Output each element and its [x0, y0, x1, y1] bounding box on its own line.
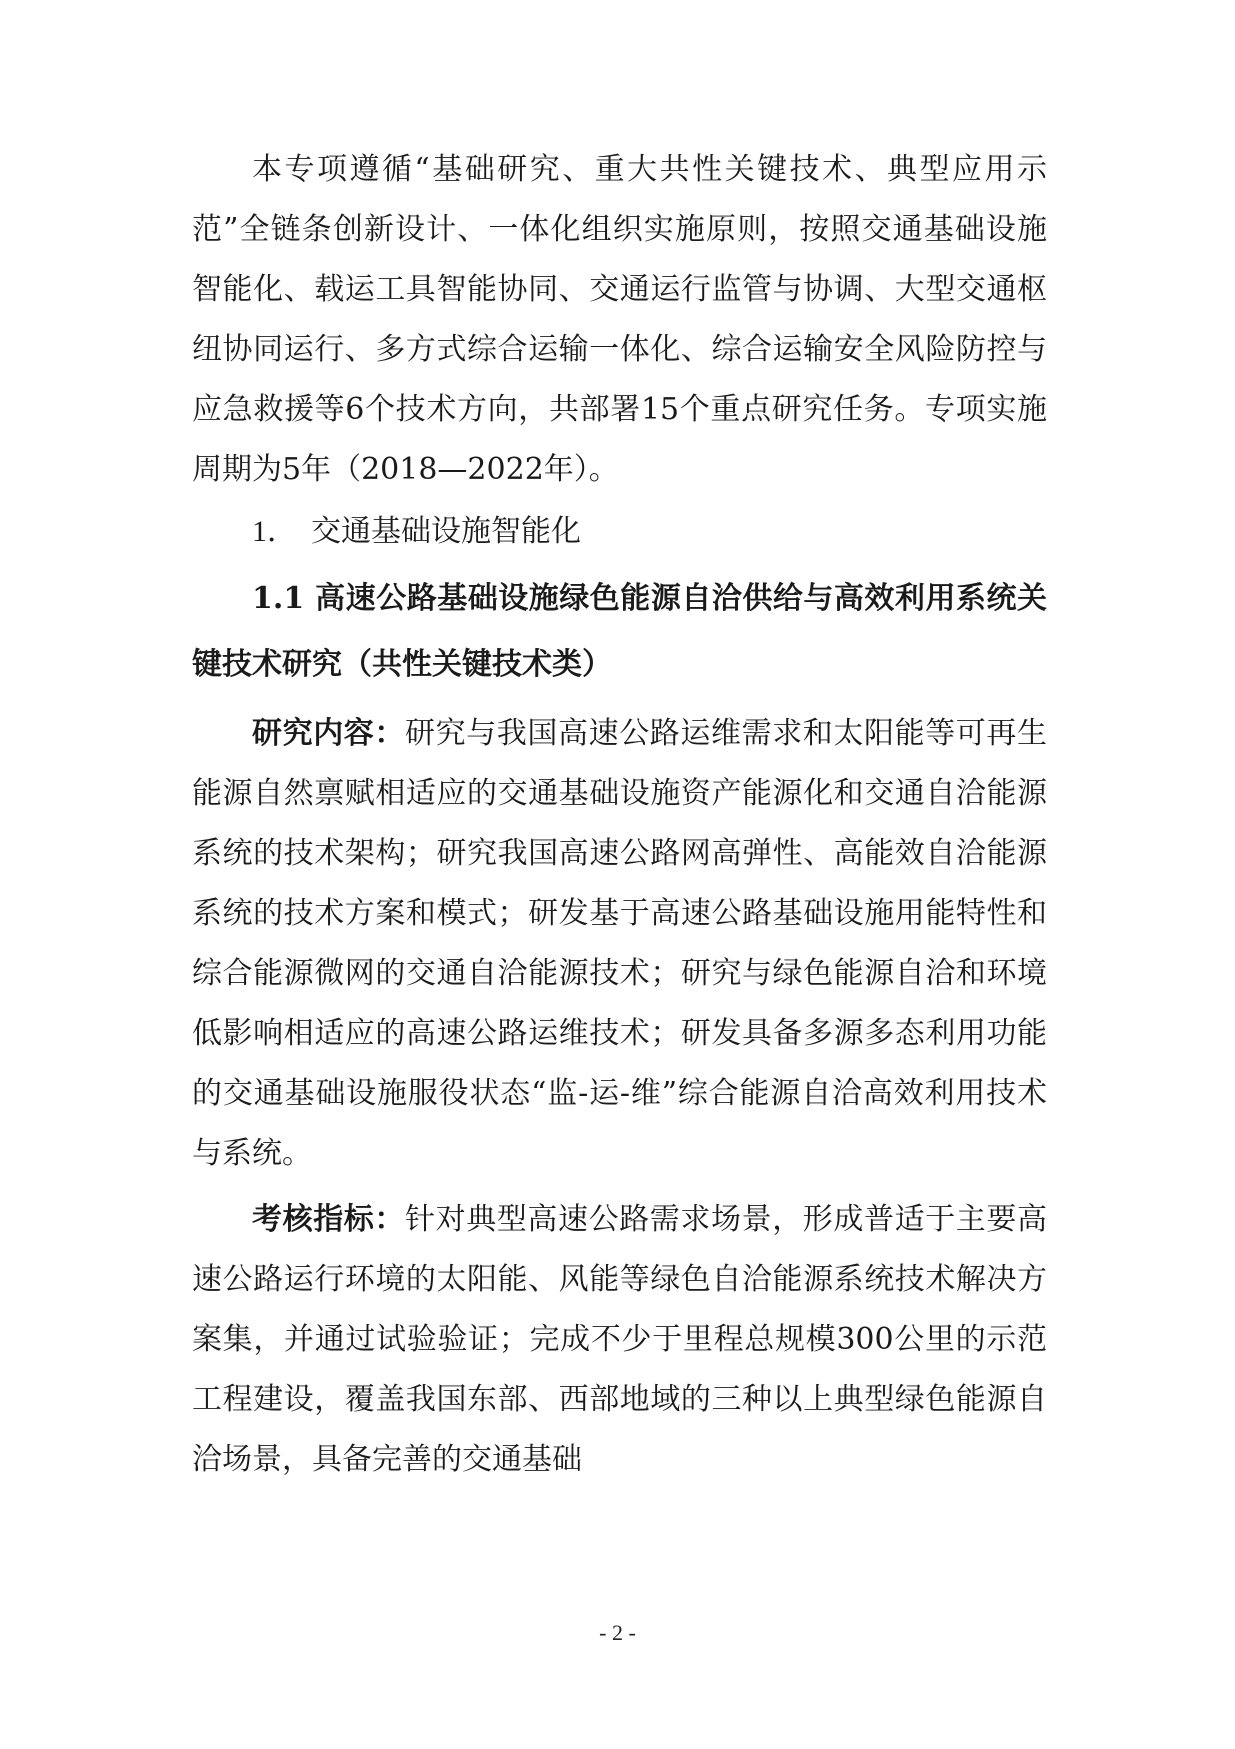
document-body	[192, 140, 1047, 1490]
intro-paragraph: 本专项遵循“基础研究、重大共性关键技术、典型应用示范”全链条创新设计、一体化组织实施原则，按照交通基础设施智能化、载运工具智能协同、交通运行监管与协调、大型交通枢纽协同运行、多方式综合运输一体化、综合运输安全风险防控与应急救援等6个技术方向，共部署15个重点研究任务。专项实施周期为5年（2018—2022年）。	[192, 152, 1047, 487]
section-title: 交通基础设施智能化	[311, 514, 581, 549]
research-label: 研究内容：	[252, 716, 405, 751]
page-number: - 2 -	[599, 1620, 636, 1645]
research-text: 研究与我国高速公路运维需求和太阳能等可再生能源自然禀赋相适应的交通基础设施资产能源化和交通自洽能源系统的技术架构；研究我国高速公路网高弹性、高能效自洽能源系统的技术方案和模式；研发基于高速公路基础设施用能特性和综合能源微网的交通自洽能源技术；研究与绿色能源自洽和环境低影响相适应的高速公路运维技术；研发具备多源多态利用功能的交通基础设施服役状态“监-运-维”综合能源自洽高效利用技术与系统。	[192, 716, 1047, 1171]
assessment-text: 针对典型高速公路需求场景，形成普适于主要高速公路运行环境的太阳能、风能等绿色自洽能源系统技术解决方案集，并通过试验验证；完成不少于里程总规模300公里的示范工程建设，覆盖我国东部、西部地域的三种以上典型绿色能源自洽场景，具备完善的交通基础	[192, 1202, 1047, 1477]
assessment-paragraph	[192, 1190, 1047, 1490]
assessment-label: 考核指标：	[252, 1202, 405, 1237]
research-paragraph	[192, 704, 1047, 1184]
section-heading	[192, 502, 1047, 562]
section-number: 1．	[252, 515, 297, 548]
subsection-heading: 1.1 高速公路基础设施绿色能源自洽供给与高效利用系统关键技术研究（共性关键技术类）	[192, 581, 1047, 682]
